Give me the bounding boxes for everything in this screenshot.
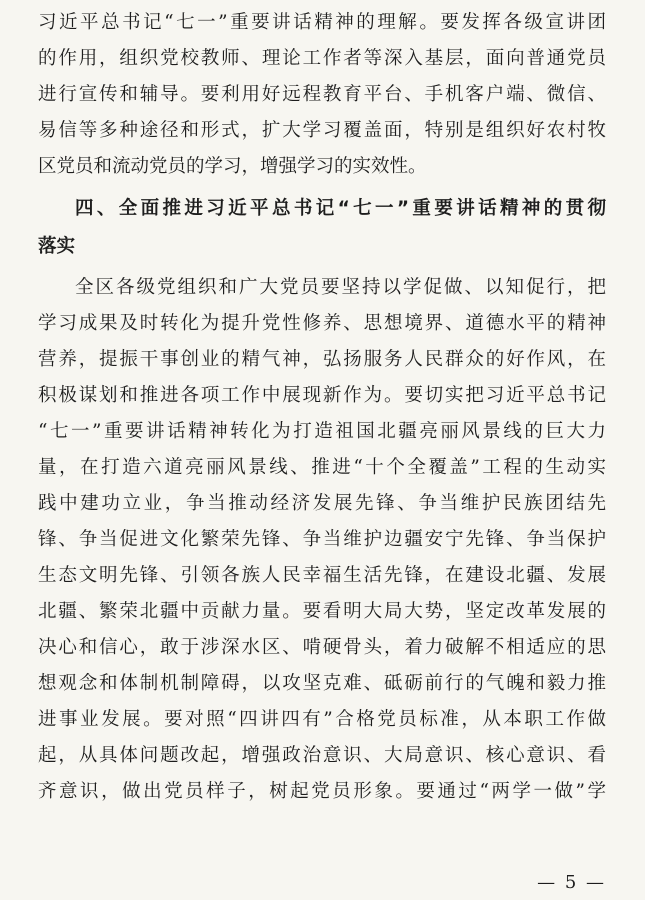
paragraph-line: 锋、争当促进文化繁荣先锋、争当维护边疆安宁先锋、争当保护 [38,529,606,550]
paragraph-line: 生态文明先锋、引领各族人民幸福生活先锋，在建设北疆、发展 [38,565,606,586]
paragraph-line: 学习成果及时转化为提升党性修养、思想境界、道德水平的精神 [38,313,606,334]
section-heading-continued: 落实 [38,236,76,257]
paragraph-line: 决心和信心，敢于涉深水区、啃硬骨头，着力破解不相适应的思 [38,637,606,658]
paragraph-line: 进事业发展。要对照“四讲四有”合格党员标准，从本职工作做 [38,709,606,730]
paragraph-line: “七一”重要讲话精神转化为打造祖国北疆亮丽风景线的巨大力 [38,421,606,442]
page-number: — 5 — [537,872,606,893]
section-heading: 四、全面推进习近平总书记“七一”重要讲话精神的贯彻 [75,198,606,219]
paragraph-line: 的作用，组织党校教师、理论工作者等深入基层，面向普通党员 [38,48,606,69]
paragraph-line: 量，在打造六道亮丽风景线、推进“十个全覆盖”工程的生动实 [38,457,606,478]
paragraph-line: 进行宣传和辅导。要利用好远程教育平台、手机客户端、微信、 [38,84,606,105]
paragraph-line: 起，从具体问题改起，增强政治意识、大局意识、核心意识、看 [38,745,606,766]
paragraph-line: 想观念和体制机制障碍，以攻坚克难、砥砺前行的气魄和毅力推 [38,673,606,694]
paragraph-line: 全区各级党组织和广大党员要坚持以学促做、以知促行，把 [75,277,606,298]
paragraph-line: 区党员和流动党员的学习，增强学习的实效性。 [38,156,427,177]
paragraph-line: 易信等多种途径和形式，扩大学习覆盖面，特别是组织好农村牧 [38,120,606,141]
paragraph-line: 营养，提振干事创业的精气神，弘扬服务人民群众的好作风，在 [38,349,606,370]
paragraph-line: 践中建功立业，争当推动经济发展先锋、争当维护民族团结先 [38,493,606,514]
paragraph-line: 积极谋划和推进各项工作中展现新作为。要切实把习近平总书记 [38,385,606,406]
paragraph-line: 齐意识，做出党员样子，树起党员形象。要通过“两学一做”学 [38,781,606,802]
paragraph-line: 北疆、繁荣北疆中贡献力量。要看明大局大势，坚定改革发展的 [38,601,606,622]
paragraph-line: 习近平总书记“七一”重要讲话精神的理解。要发挥各级宣讲团 [38,12,606,33]
